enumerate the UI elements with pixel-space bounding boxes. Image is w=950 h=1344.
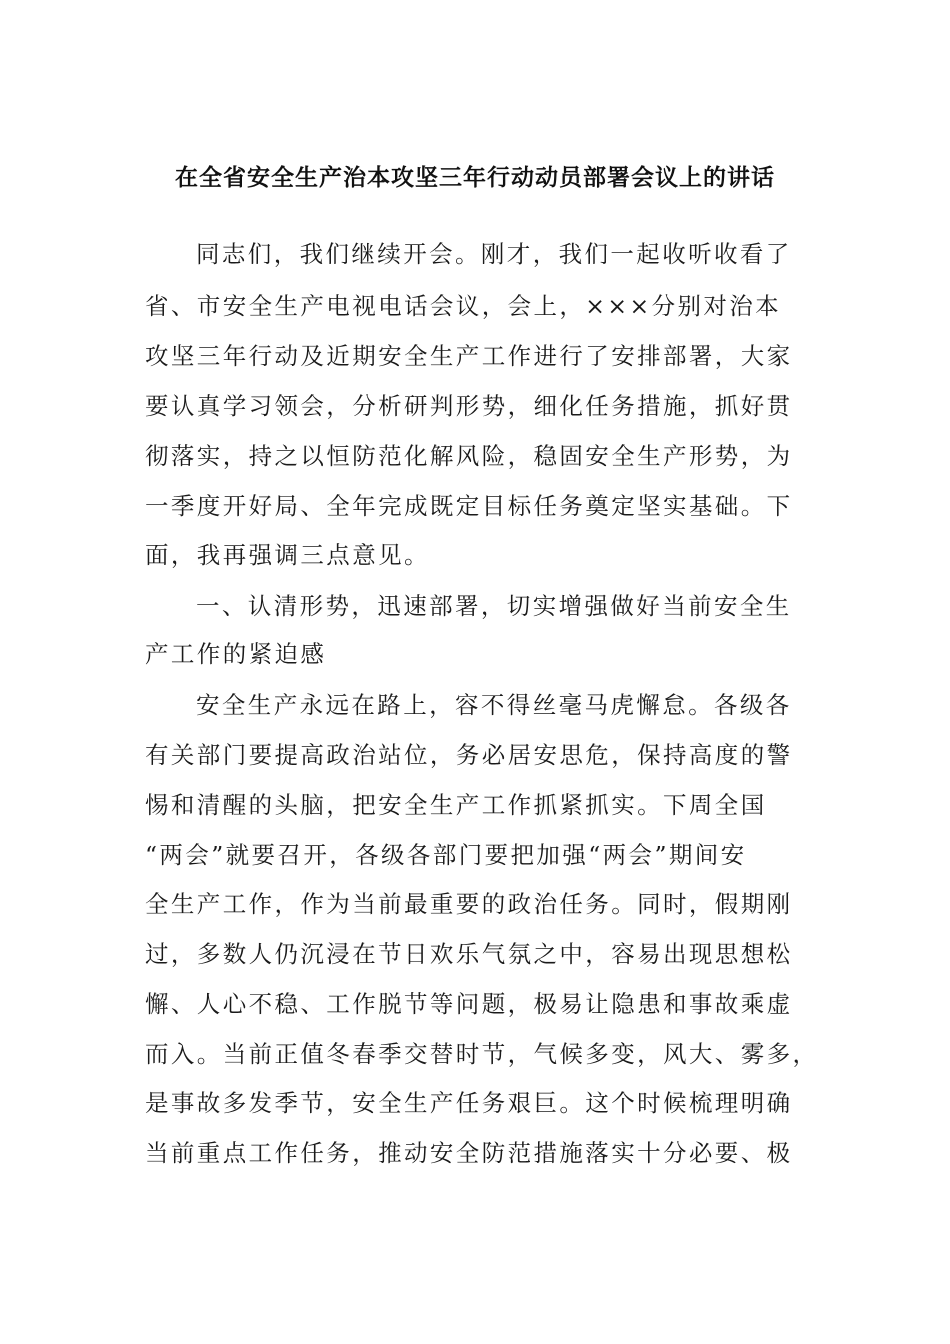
body-line: 全生产工作，作为当前最重要的政治任务。同时，假期刚 xyxy=(145,890,793,918)
body-line: 而入。当前正值冬春季交替时节，气候多变，风大、雾多， xyxy=(145,1040,819,1068)
body-line: 惕和清醒的头脑，把安全生产工作抓紧抓实。下周全国 xyxy=(145,791,767,819)
document-title: 在全省安全生产治本攻坚三年行动动员部署会议上的讲话 xyxy=(175,164,775,191)
body-line: 当前重点工作任务，推动安全防范措施落实十分必要、极 xyxy=(145,1139,793,1167)
body-line: 懈、人心不稳、工作脱节等问题，极易让隐患和事故乘虚 xyxy=(145,990,793,1018)
body-line: 过，多数人仍沉浸在节日欢乐气氛之中，容易出现思想松 xyxy=(145,940,793,968)
body-line: 要认真学习领会，分析研判形势，细化任务措施，抓好贯 xyxy=(145,392,793,420)
body-line: 一季度开好局、全年完成既定目标任务奠定坚实基础。下 xyxy=(145,492,793,520)
body-line: 省、市安全生产电视电话会议，会上，×××分别对治本 xyxy=(145,292,782,320)
body-line: 是事故多发季节，安全生产任务艰巨。这个时候梳理明确 xyxy=(145,1089,793,1117)
body-line: 彻落实，持之以恒防范化解风险，稳固安全生产形势，为 xyxy=(145,442,793,470)
section-heading-line: 产工作的紧迫感 xyxy=(145,640,327,668)
body-line: 同志们，我们继续开会。刚才，我们一起收听收看了 xyxy=(196,240,792,268)
body-line: 面，我再强调三点意见。 xyxy=(145,541,430,569)
body-line: “两会”就要召开，各级各部门要把加强“两会”期间安 xyxy=(145,841,747,869)
body-line: 攻坚三年行动及近期安全生产工作进行了安排部署，大家 xyxy=(145,342,793,370)
section-heading-line: 一、认清形势，迅速部署，切实增强做好当前安全生 xyxy=(196,592,792,620)
body-line: 有关部门要提高政治站位，务必居安思危，保持高度的警 xyxy=(145,741,793,769)
body-line: 安全生产永远在路上，容不得丝毫马虎懈怠。各级各 xyxy=(196,691,792,719)
